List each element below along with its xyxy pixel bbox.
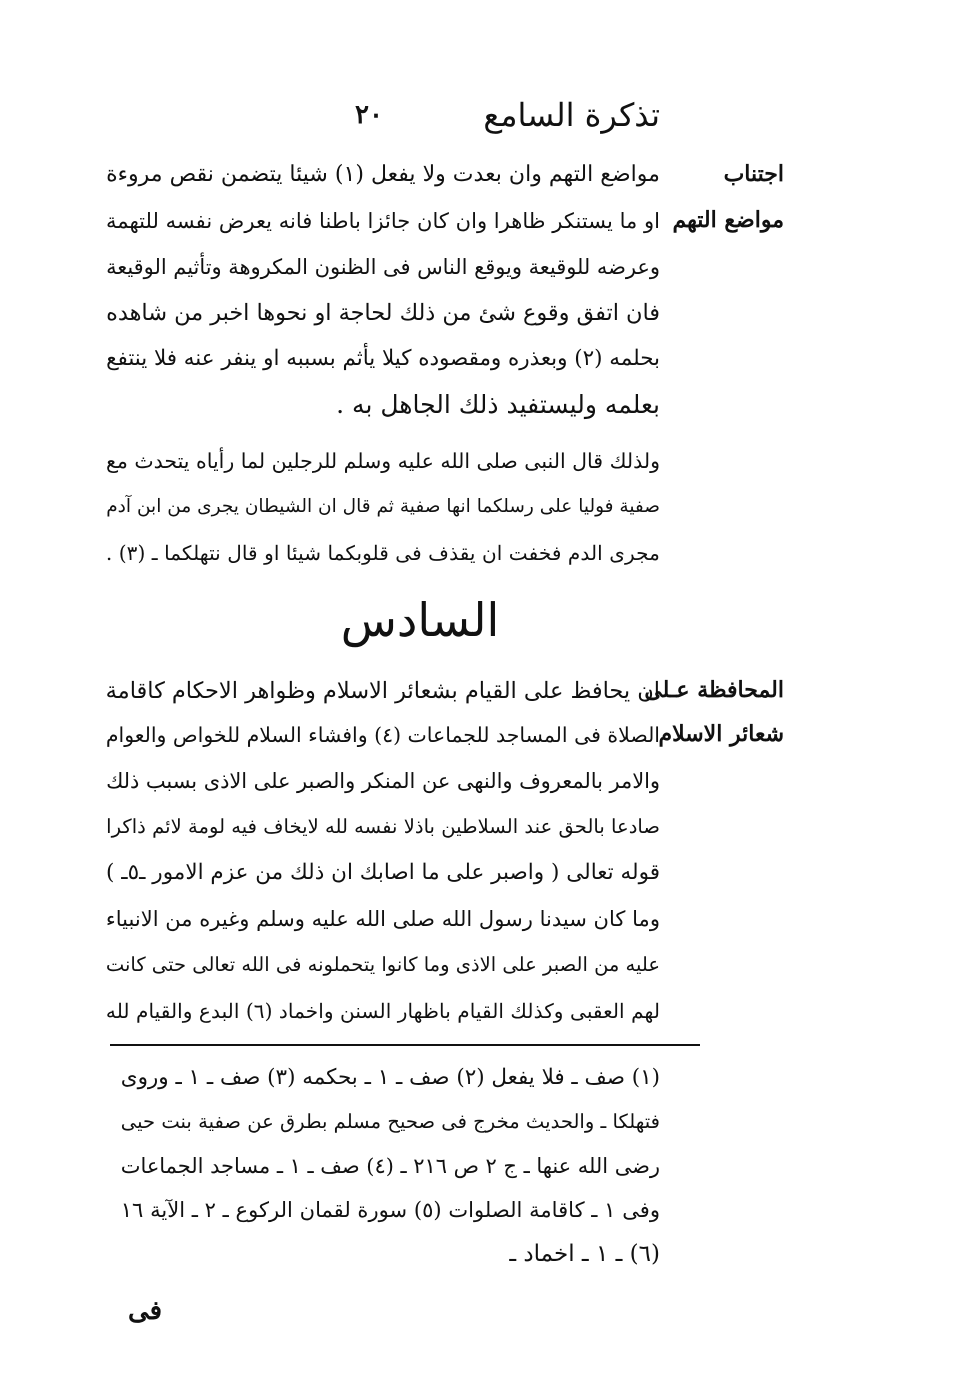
paragraph-2-line: ولذلك قال النبى صلى الله عليه وسلم للرجلين لما رأياه يتحدث مع [105,449,660,473]
paragraph-1-line: بعلمه وليستفيد ذلك الجاهل به . [336,390,660,419]
margin-note-avoid: اجتناب [723,161,784,187]
footnote-line: فتهلكا ـ والحديث مخرج فى صحيح مسلم بطرق عن صفية بنت حيى [120,1110,660,1133]
footnote-line: وفى ١ ـ كاقامة الصلوات (٥) سورة لقمان الركوع ـ ٢ ـ الآية ١٦ [120,1197,660,1222]
margin-note-islamic-rites: شعائر الاسلام [658,721,784,747]
margin-note-suspicion-places: مواضع التهم [672,207,784,233]
footnote-line: (٦) ـ ١ ـ اخماد ـ [509,1241,660,1267]
running-title: تذكرة السامع [483,96,660,134]
paragraph-3-line: لهم العقبى وكذلك القيام باظهار السنن واخماد (٦) البدع والقيام لله [105,999,660,1023]
paragraph-3-line: صادعا بالحق عند السلاطين باذلا نفسه لله لايخاف فيه لومة لائم ذاكرا [106,815,660,838]
paragraph-1-line: فان اتفق وقوع شئ من ذلك لحاجة او نحوها اخبر من شاهده [106,300,660,326]
paragraph-3-line: عليه من الصبر على الاذى وما كانوا يتحملونه فى الله تعالى حتى كانت [105,953,660,976]
paragraph-3-line: قوله تعالى ( واصبر على ما اصابك ان ذلك من عزم الامور ـ٥ـ ) [106,860,660,885]
paragraph-2-line: صفية فوليا على رسلكما انها صفية ثم قال ان الشيطان يجرى من ابن آدم [106,496,660,517]
section-heading: السادس [340,593,500,647]
paragraph-1-line: وعرضه للوقيعة ويوقع الناس فى الظنون المكروهة وتأثيم الوقيعة [106,255,660,279]
paragraph-1-line: مواضع التهم وان بعدت ولا يفعل (١) شيئا يتضمن نقص مروءة [106,162,660,187]
footnote-separator [110,1044,700,1046]
page-number: ٢٠ [355,100,383,130]
paragraph-3-line: ان يحافظ على القيام بشعائر الاسلام وظواهر الاحكام كاقامة [105,678,660,704]
paragraph-2-line: مجرى الدم فخفت ان يقذف فى قلوبكما شيئا او قال نتهلكما ـ (٣) . [105,541,660,565]
footnote-line: رضى الله عنها ـ ج ٢ ص ٢١٦ ـ (٤) صف ـ ١ ـ مساجد الجماعات [120,1154,660,1178]
paragraph-1-line: او ما يستنكر ظاهرا وان كان جائزا باطنا فانه يعرض نفسه للتهمة [105,208,660,233]
paragraph-3-line: والامر بالمعروف والنهى عن المنكر والصبر على الاذى بسبب ذلك [106,769,660,793]
paragraph-3-line: الصلاة فى المساجد للجماعات (٤) وافشاء السلام للخواص والعوام [105,723,660,747]
margin-note-preserving: المحافظة عـلى [644,677,784,703]
paragraph-3-line: وما كان سيدنا رسول الله صلى الله عليه وسلم وغيره من الانبياء [105,906,660,931]
paragraph-1-line: بحلمه (٢) وبعذره ومقصوده كيلا يأثم بسببه او ينفر عنه فلا ينتفع [106,346,660,371]
catchword: فى [128,1296,163,1326]
footnote-line: (١) صف ـ فلا يفعل (٢) صف ـ ١ ـ بحكمه (٣) صف ـ ١ ـ وروى [120,1065,660,1090]
